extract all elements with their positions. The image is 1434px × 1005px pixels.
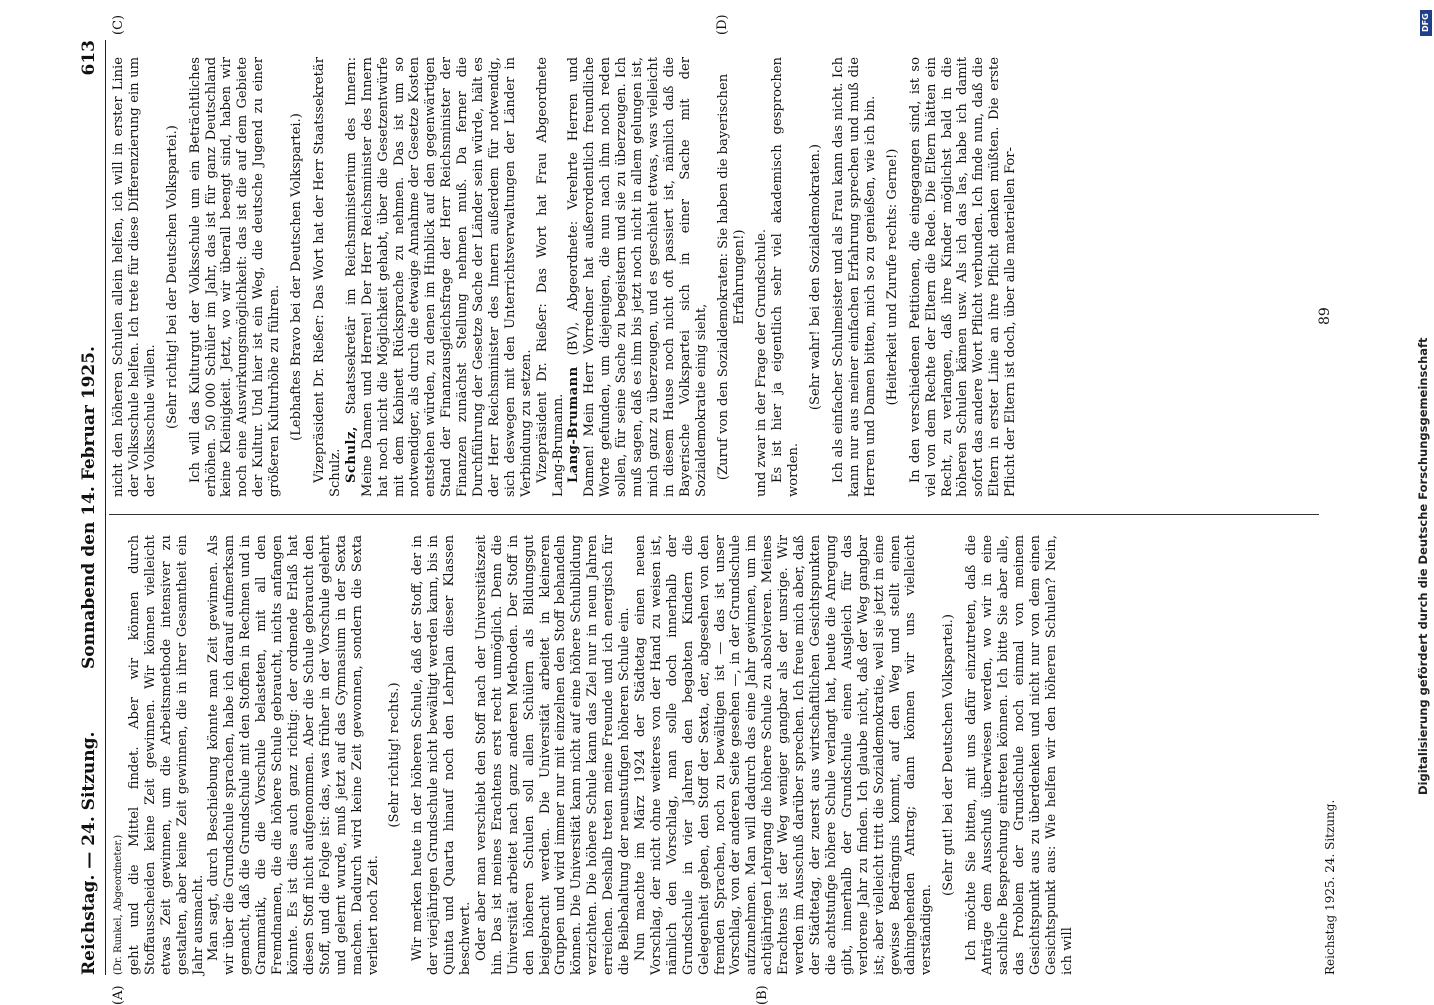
presiding-text: Das Wort hat der Herr Staatssekretär Schulz. — [311, 56, 343, 497]
presiding-label: Vizepräsident Dr. Rießer: — [534, 303, 550, 483]
interjection: (Sehr richtig! rechts.) — [387, 682, 403, 828]
speech-text: Staatssekretär im Reichsministerium des Innern: Meine Damen und Herren! Der Herr Reichsminister des Innern hat noch nicht die Möglichkeit gehabt, über die Gesetzentwürfe mit dem Kabinett Rücksprache zu nehmen. Das ist um so notwendiger, als durch die etwaige Annahme der Gesetze Kosten entstehen würden, zu denen im Hinblick auf den gegenwärtigen Stand der Finanzausgleichsfrage der Herr Reichsminister der Finanzen zunächst Stellung nehmen muß. Da ferner die Durchführung der Gesetze Sache der Länder sein würde, hält es der Herr Reichsminister des Innern außerdem für notwendig, sich deswegen mit den Unterrichtsverwaltungen der Länder in Verbindung zu setzen. — [343, 57, 534, 497]
interjection: (Zuruf von den Sozialdemokraten: Sie haben die bayerischen Erfahrungen!) — [715, 73, 747, 481]
presiding-remark — [312, 57, 344, 497]
paragraph: nicht den höheren Schulen allein helfen, ich will in erster Linie der Volksschule helfen. Ich trete für diese Differenzierung ein um der Volksschule willen. — [111, 57, 158, 497]
margin-mark-d: (D) — [715, 14, 730, 35]
paragraph: Es ist hier ja eigentlich sehr viel akademisch gesprochen worden. — [770, 57, 802, 497]
header-left: Reichstag. — 24. Sitzung. — [79, 731, 99, 975]
speech-text: (BV), Abgeordnete: Verehrte Herren und Damen! Mein Herr Vorredner hat außerordentlich freundliche Worte gefunden, um diejenigen, die nun nach ihm noch reden sollen, für seine Sache zu begeistern und sie zu überzeugen. Ich muß sagen, daß es ihm bis jetzt noch nicht in allem gelungen ist, mich ganz zu überzeugen, und es geschieht etwas, was vielleicht in diesem Hause noch nicht oft passiert ist, nämlich daß die Bayerische Volkspartei sich in einer Sache mit der Sozialdemokratie einig sieht, — [566, 56, 709, 497]
dfg-logo: DFG — [1420, 10, 1432, 36]
header-date: Sonnabend den 14. Februar 1925. — [79, 346, 99, 669]
interjection: (Sehr gut! bei der Deutschen Volkspartei.) — [941, 614, 957, 896]
interjection: (Lebhaftes Bravo bei der Deutschen Volkspartei.) — [289, 113, 305, 441]
digitization-note: Digitalisierung gefördert durch die Deutsche Forschungsgemeinschaft — [1416, 337, 1430, 795]
paragraph: Nun machte im März 1924 der Städtetag einen neuen Vorschlag, der nicht ohne weiteres von der Hand zu weisen ist, nämlich den Vorschlag, man solle doch innerhalb der Grundschule in vier Jahren den begabten Kindern die Gelegenheit geben, den Stoff der Sexta, der, abgesehen von den fremden Sprachen, noch zu bewältigen ist — das ist unser Vorschlag, von der anderen Seite gesehen —, in der Grundschule aufzunehmen. Man will dadurch das eine Jahr gewinnen, um im achtjährigen Lehrgang die höhere Schule zu absolvieren. Meines Erachtens ist der Weg weniger gangbar als der unsrige. Wir werden im Ausschuß darüber sprechen. Ich freue mich aber, daß der Städtetag, der zuerst aus wirtschaftlichen Gesichtspunkten die achtstufige höhere Schule verlangt hat, heute die Anregung gibt, innerhalb der Grundschule einen Ausgleich für das verlorene Jahr zu finden. Ich glaube nicht, daß der Weg gangbar ist; aber vielleicht tritt die Sozialdemokratie, weil sie jetzt in eine gewisse Bedrängnis kommt, auf den Weg und stellt einen dahingehenden Antrag; dann können wir uns vielleicht verständigen. — [633, 535, 935, 975]
paragraph: Oder aber man verschiebt den Stoff nach der Universitätszeit hin. Das ist meines Erachtens erst recht unmöglich. Denn die Universität arbeitet nach ganz anderen Methoden. Der Stoff in den höheren Schulen soll allen Schülern als Bildungsgut beigebracht werden. Die Universität arbeitet in kleineren Gruppen und wird immer nur mit einzelnen den Stoff behandeln können. Die Universität kann nicht auf eine höhere Schulbildung verzichten. Die höhere Schule kann das Ziel nur in neun Jahren erreichen. Deshalb treten meine Freunde und ich energisch für die Beibehaltung der neunstufigen höheren Schule ein. — [473, 535, 633, 975]
interjection: (Sehr richtig! bei der Deutschen Volkspartei.) — [164, 125, 180, 429]
speech — [566, 57, 709, 497]
margin-mark-b: (B) — [755, 985, 770, 1005]
column-divider — [109, 514, 1319, 515]
left-column — [111, 535, 1075, 975]
header-page-number: 613 — [79, 40, 99, 76]
paragraph: Man sagt, durch Beschiebung könnte man Zeit gewinnen. Als wir über die Grundschule sprachen, habe ich darauf aufmerksam gemacht, daß die Grundschule mit den Stoffen in Rechnen und in Grammatik, die die Vorschule belasteten, mit all den Fremdnamen, die die höhere Schule gebraucht, nichts anfangen könnte. Es ist dies auch ganz richtig: der ordnende Erlaß hat diesen Stoff nicht aufgenommen. Aber die Schule gebraucht den Stoff, und die Folge ist: das, was früher in der Vorschule gelehrt und gelernt wurde, muß jetzt auf das Gymnasium in der Sexta machen. Dadurch wird keine Zeit gewonnen, sondern die Sexta verliert noch Zeit. — [206, 535, 381, 975]
presiding-remark — [535, 57, 567, 497]
speaker-reference: (Dr. Runkel, Abgeordneter.) — [113, 834, 124, 975]
rotated-page — [75, 14, 1340, 1005]
footer-left: Reichstag 1925. 24. Sitzung. — [1323, 799, 1337, 975]
margin-mark-a: (A) — [111, 985, 126, 1005]
presiding-label: Vizepräsident Dr. Rießer: — [311, 314, 327, 483]
interjection: (Sehr wahr! bei den Sozialdemokraten.) — [808, 143, 824, 411]
speech — [344, 57, 535, 497]
paragraph: geht und die Mittel findet. Aber wir können durch Stoffausscheiden keine Zeit gewinnen. Wir können vielleicht etwas Zeit gewinnen, um die Arbeitsmethode intensiver zu gestalten, aber keine Zeit gewinnen, die in ihrer Gesamtheit ein Jahr ausmacht. — [126, 535, 206, 975]
presiding-text: Das Wort hat Frau Abgeordnete Lang-Brumann. — [534, 57, 566, 497]
paragraph: Wir merken heute in der höheren Schule, daß der Stoff, der in der vierjährigen Grundschule nicht bewältigt werden kann, bis in Quinta und Quarta hinauf noch den Lehrplan dieser Klassen beschwert. — [410, 535, 474, 975]
margin-mark-c: (C) — [111, 14, 126, 35]
speaker-name: Schulz, — [343, 426, 359, 483]
speaker-name: Lang-Brumann — [566, 366, 582, 483]
paragraph: Ich will das Kulturgut der Volksschule um ein Beträchtliches erhöhen. 50 000 Schüler im Jahr, das ist für ganz Deutschland keine Kleinigkeit. Jetzt, wo wir überall beengt sind, haben wir noch eine Auswirkungsmöglichkeit: das ist die auf dem Gebiete der Kultur. Und hier ist ein Weg, die deutsche Jugend zu einer größeren Kulturhöhe zu führen. — [187, 57, 283, 497]
page-header — [75, 40, 106, 975]
interjection: (Heiterkeit und Zurufe rechts: Gerne!) — [884, 148, 900, 406]
right-column — [111, 57, 1019, 497]
footer-page-number: 89 — [1317, 307, 1333, 325]
paragraph: Ich als einfacher Schulmeister und als Frau kann das nicht. Ich kann nur aus meiner einfachen Erfahrung sprechen und muß die Herren und Damen bitten, mich so zu genießen, wie ich bin. — [831, 57, 878, 497]
paragraph: und zwar in der Frage der Grundschule. — [754, 228, 770, 497]
paragraph: In den verschiedenen Petitionen, die eingegangen sind, ist so viel von dem Rechte der Eltern die Rede. Die Eltern hätten ein Recht, zu verlangen, daß ihre Kinder möglichst bald in die höheren Schulen kämen usw. Als ich das las, habe ich damit sofort das andere Wort Pflicht verbunden. Ich finde nun, daß die Eltern in erster Linie an ihre Pflicht denken müßten. Die erste Pflicht der Eltern ist doch, über alle materiellen For- — [907, 57, 1019, 497]
paragraph: Ich möchte Sie bitten, mit uns dafür einzutreten, daß die Anträge dem Ausschuß überwiesen werden, wo wir in eine sachliche Besprechung eintreten können. Ich bitte Sie aber alle, das Problem der Grundschule noch einmal von meinem Gesichtspunkt aus zu überdenken und nicht nur von dem einen Gesichtspunkt aus: Wie helfen wir den höheren Schulen? Nein, ich will — [964, 535, 1075, 975]
